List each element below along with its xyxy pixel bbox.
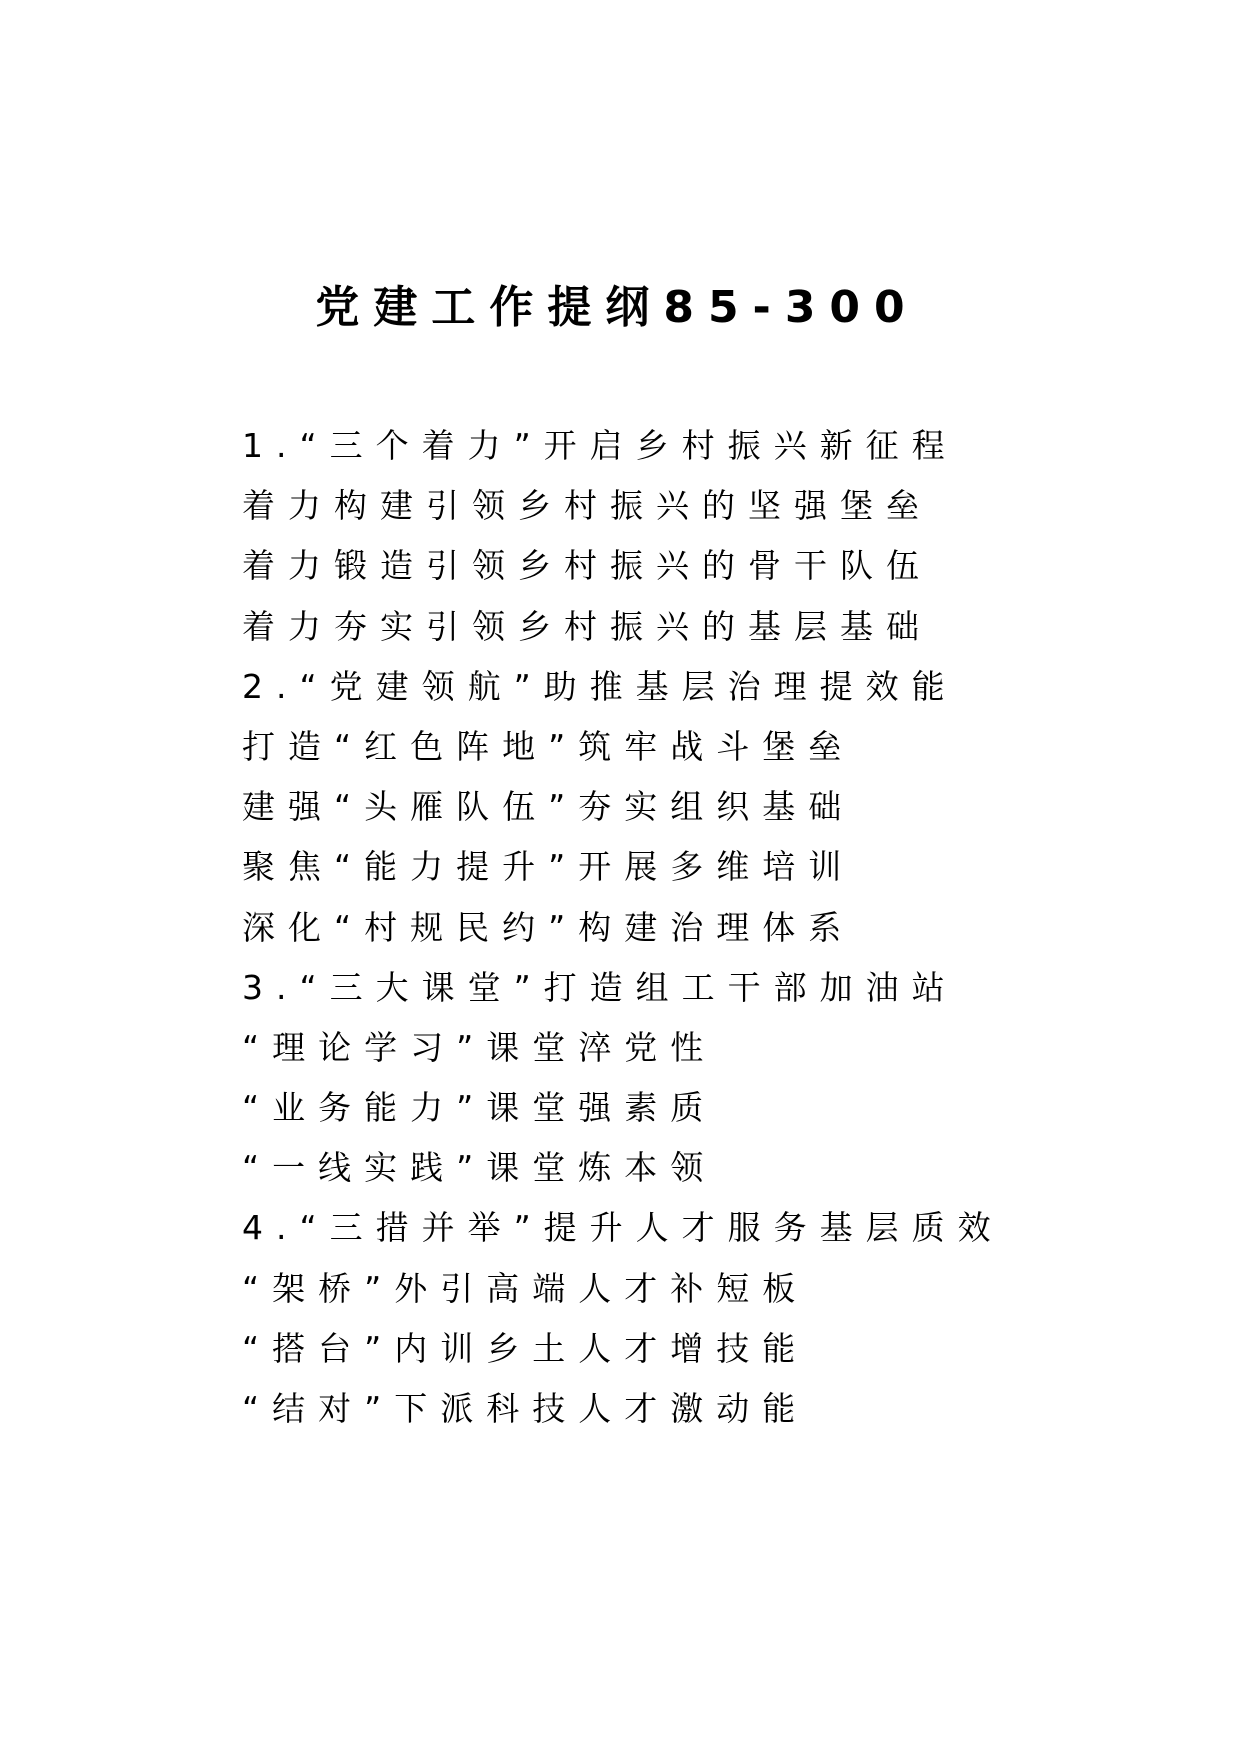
outline-item: 着力构建引领乡村振兴的坚强堡垒 bbox=[242, 486, 932, 526]
outline-item: “理论学习”课堂淬党性 bbox=[242, 1027, 717, 1067]
outline-item: 打造“红色阵地”筑牢战斗堡垒 bbox=[242, 726, 855, 766]
outline-item: 建强“头雁队伍”夯实组织基础 bbox=[242, 787, 855, 827]
section-heading: 4.“三措并举”提升人才服务基层质效 bbox=[242, 1208, 1004, 1248]
outline-item: “业务能力”课堂强素质 bbox=[242, 1088, 717, 1128]
outline-item: “一线实践”课堂炼本领 bbox=[242, 1148, 717, 1188]
outline-item: “搭台”内训乡土人才增技能 bbox=[242, 1328, 809, 1368]
section-heading: 3.“三大课堂”打造组工干部加油站 bbox=[242, 967, 958, 1007]
outline-item: 聚焦“能力提升”开展多维培训 bbox=[242, 847, 855, 887]
outline-list bbox=[242, 416, 1202, 1439]
section-heading: 2.“党建领航”助推基层治理提效能 bbox=[242, 666, 958, 706]
document-title: 党建工作提纲85-300 bbox=[315, 282, 919, 333]
outline-item: “架桥”外引高端人才补短板 bbox=[242, 1268, 809, 1308]
outline-item: 深化“村规民约”构建治理体系 bbox=[242, 907, 855, 947]
outline-item: “结对”下派科技人才激动能 bbox=[242, 1389, 809, 1428]
section-heading: 1.“三个着力”开启乡村振兴新征程 bbox=[242, 426, 958, 465]
outline-item: 着力夯实引领乡村振兴的基层基础 bbox=[242, 606, 932, 646]
outline-item: 着力锻造引领乡村振兴的骨干队伍 bbox=[242, 546, 932, 586]
